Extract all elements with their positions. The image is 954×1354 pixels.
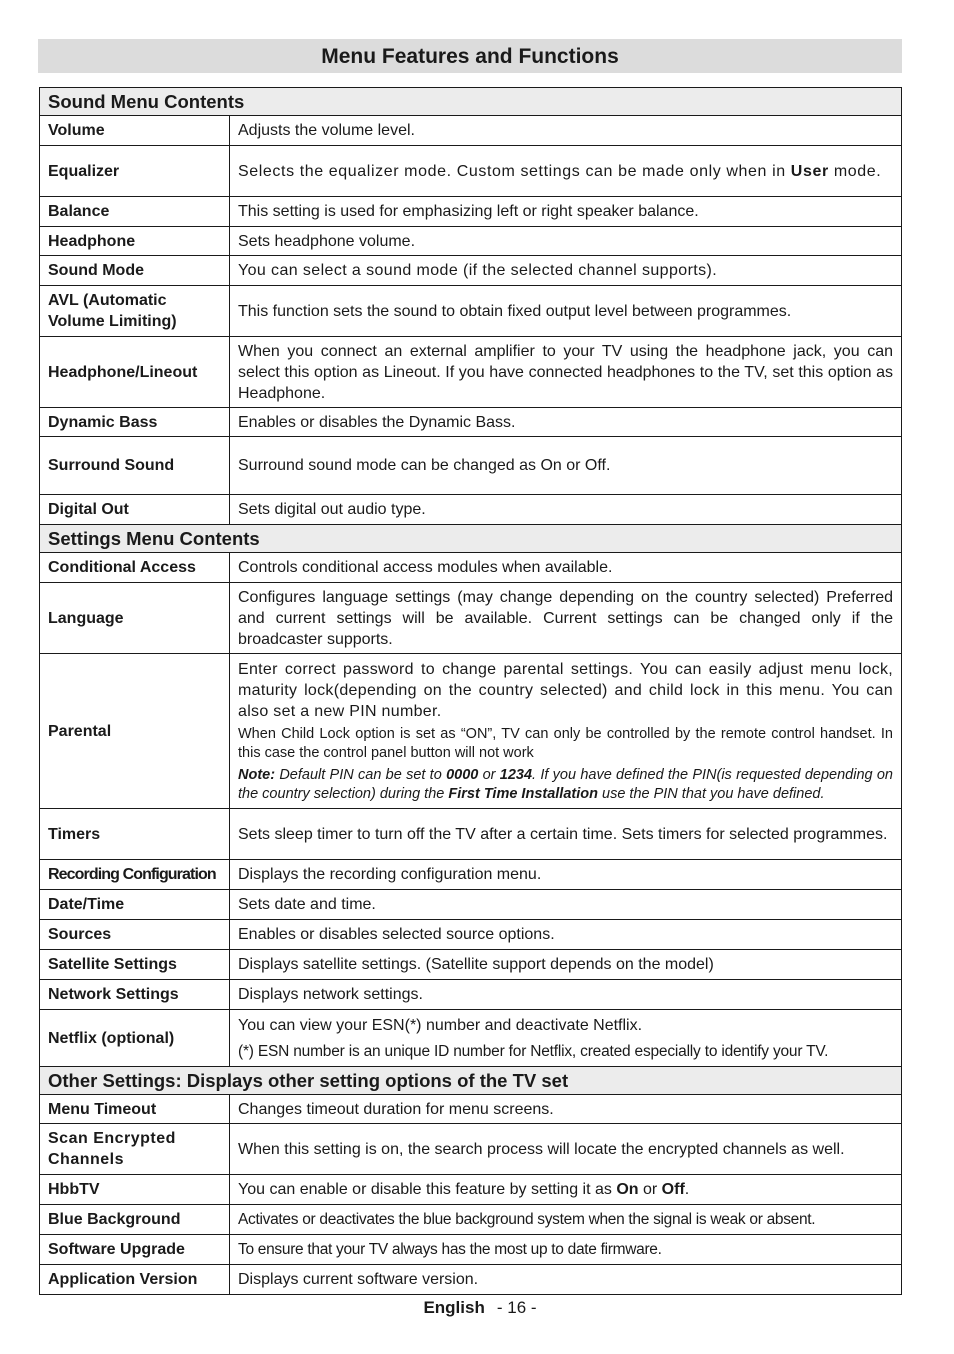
- pin-default-a: 0000: [446, 766, 479, 783]
- row-desc-blue-background: Activates or deactivates the blue background system when the signal is weak or absent.: [230, 1205, 902, 1235]
- row-label-menu-timeout: Menu Timeout: [40, 1095, 230, 1124]
- row-desc-dynamic-bass: Enables or disables the Dynamic Bass.: [230, 408, 902, 437]
- table-row: [40, 583, 902, 654]
- row-label-satellite-settings: Satellite Settings: [40, 950, 230, 980]
- esn-footnote: (*) ESN number is an unique ID number for Netflix, created especially to identify your TV.: [238, 1042, 829, 1060]
- row-label-timers: Timers: [40, 809, 230, 860]
- table-row: [40, 146, 902, 197]
- row-label-balance: Balance: [40, 197, 230, 227]
- row-label-parental: Parental: [40, 654, 230, 809]
- row-label-application-version: Application Version: [40, 1265, 230, 1295]
- row-label-avl: AVL (Automatic Volume Limiting): [40, 286, 230, 337]
- netflix-description: You can view your ESN(*) number and deactivate Netflix.: [238, 1016, 643, 1034]
- row-desc-headphone: Sets headphone volume.: [230, 227, 902, 256]
- row-label-netflix: Netflix (optional): [40, 1010, 230, 1067]
- section-header: Sound Menu Contents: [40, 88, 902, 116]
- table-row: [40, 286, 902, 337]
- row-desc-parental: [230, 654, 902, 809]
- row-label-network-settings: Network Settings: [40, 980, 230, 1010]
- row-desc-digital-out: Sets digital out audio type.: [230, 495, 902, 525]
- table-row: [40, 1235, 902, 1265]
- row-desc-headphone-lineout: When you connect an external amplifier to your TV using the headphone jack, you can select this option as Lineout. If you have connected headphones to the TV, set this option as Headphone.: [230, 337, 902, 408]
- table-row: [40, 860, 902, 890]
- row-label-sources: Sources: [40, 920, 230, 950]
- table-row: [40, 337, 902, 408]
- row-label-software-upgrade: Software Upgrade: [40, 1235, 230, 1265]
- row-desc-sound-mode: You can select a sound mode (if the selected channel supports).: [230, 256, 902, 286]
- row-desc-netflix: [230, 1010, 902, 1067]
- table-row: [40, 256, 902, 286]
- table-row: [40, 408, 902, 437]
- table-row: [40, 890, 902, 920]
- note-text: Default PIN can be set to: [275, 766, 447, 783]
- row-label-headphone-lineout: Headphone/Lineout: [40, 337, 230, 408]
- note-label: Note:: [238, 766, 276, 783]
- table-row: [40, 1095, 902, 1124]
- row-label-conditional-access: Conditional Access: [40, 553, 230, 583]
- parental-description: Enter correct password to change parental settings. You can easily adjust menu lock, maturity lock(depending on the country selected) and child lock in this menu. You can also set a new PIN number.: [238, 660, 893, 720]
- desc-text: Selects the equalizer mode. Custom settings can be made only when in: [238, 162, 791, 180]
- row-label-headphone: Headphone: [40, 227, 230, 256]
- table-row: [40, 495, 902, 525]
- table-row: [40, 1205, 902, 1235]
- row-desc-menu-timeout: Changes timeout duration for menu screens.: [230, 1095, 902, 1124]
- section-sound-header-row: [40, 88, 902, 116]
- row-label-volume: Volume: [40, 116, 230, 146]
- table-row: [40, 1265, 902, 1295]
- row-desc-language: Configures language settings (may change depending on the country selected) Preferred and current settings will be available. Current settings can be changed only if the broadcaster supports.: [230, 583, 902, 654]
- row-label-language: Language: [40, 583, 230, 654]
- first-time-installation-text: First Time Installation: [448, 785, 598, 802]
- row-label-equalizer: Equalizer: [40, 146, 230, 197]
- table-row: [40, 950, 902, 980]
- desc-text: You can enable or disable this feature by setting it as: [238, 1181, 617, 1198]
- section-header: Settings Menu Contents: [40, 525, 902, 553]
- row-desc-equalizer: [230, 146, 902, 197]
- row-desc-sources: Enables or disables selected source options.: [230, 920, 902, 950]
- row-label-hbbtv: HbbTV: [40, 1175, 230, 1205]
- table-row: [40, 1010, 902, 1067]
- row-desc-application-version: Displays current software version.: [230, 1265, 902, 1295]
- note-text: use the PIN that you have defined.: [597, 785, 825, 802]
- row-desc-satellite-settings: Displays satellite settings. (Satellite support depends on the model): [230, 950, 902, 980]
- row-label-sound-mode: Sound Mode: [40, 256, 230, 286]
- row-desc-conditional-access: Controls conditional access modules when available.: [230, 553, 902, 583]
- page-footer: [0, 1298, 954, 1318]
- table-row: [40, 553, 902, 583]
- note-text: . If you have defined the PIN(is requested depending on the country selection) during the: [238, 766, 893, 802]
- row-label-date-time: Date/Time: [40, 890, 230, 920]
- row-desc-date-time: Sets date and time.: [230, 890, 902, 920]
- desc-bold-text: User: [790, 162, 829, 180]
- footer-language: English: [423, 1298, 485, 1317]
- table-row: [40, 116, 902, 146]
- table-row: [40, 654, 902, 809]
- table-row: [40, 980, 902, 1010]
- table-row: [40, 197, 902, 227]
- off-text: Off: [661, 1181, 685, 1198]
- row-label-dynamic-bass: Dynamic Bass: [40, 408, 230, 437]
- row-desc-software-upgrade: To ensure that your TV always has the most up to date firmware.: [230, 1235, 902, 1265]
- row-desc-scan-encrypted: When this setting is on, the search process will locate the encrypted channels as well.: [230, 1124, 902, 1175]
- desc-text: or: [638, 1181, 662, 1198]
- pin-default-b: 1234: [499, 766, 533, 783]
- row-desc-network-settings: Displays network settings.: [230, 980, 902, 1010]
- row-label-digital-out: Digital Out: [40, 495, 230, 525]
- row-desc-hbbtv: [230, 1175, 902, 1205]
- row-label-recording-configuration: Recording Configuration: [40, 860, 230, 890]
- row-label-scan-encrypted: Scan Encrypted Channels: [40, 1124, 230, 1175]
- row-desc-volume: Adjusts the volume level.: [230, 116, 902, 146]
- pin-note: [238, 766, 893, 804]
- desc-text: mode.: [828, 162, 882, 180]
- menu-features-table: [39, 87, 902, 1295]
- child-lock-note: When Child Lock option is set as “ON”, TV can only be controlled by the remote control handset. In this case the control panel button will not work: [238, 725, 893, 761]
- table-row: [40, 1124, 902, 1175]
- table-row: [40, 1175, 902, 1205]
- page-title: Menu Features and Functions: [38, 39, 902, 73]
- table-row: [40, 437, 902, 495]
- note-text: or: [478, 766, 500, 783]
- row-desc-balance: This setting is used for emphasizing left or right speaker balance.: [230, 197, 902, 227]
- section-other-header-row: [40, 1067, 902, 1095]
- section-settings-header-row: [40, 525, 902, 553]
- row-desc-surround-sound: Surround sound mode can be changed as On or Off.: [230, 437, 902, 495]
- row-label-surround-sound: Surround Sound: [40, 437, 230, 495]
- row-desc-timers: Sets sleep timer to turn off the TV after a certain time. Sets timers for selected programmes.: [230, 809, 902, 860]
- desc-text: .: [684, 1181, 690, 1198]
- row-label-blue-background: Blue Background: [40, 1205, 230, 1235]
- table-row: [40, 809, 902, 860]
- section-header: Other Settings: Displays other setting options of the TV set: [40, 1067, 902, 1095]
- table-row: [40, 227, 902, 256]
- row-desc-avl: This function sets the sound to obtain fixed output level between programmes.: [230, 286, 902, 337]
- footer-page-number: - 16 -: [496, 1298, 537, 1317]
- row-desc-recording-configuration: Displays the recording configuration menu.: [230, 860, 902, 890]
- table-row: [40, 920, 902, 950]
- on-text: On: [616, 1181, 639, 1198]
